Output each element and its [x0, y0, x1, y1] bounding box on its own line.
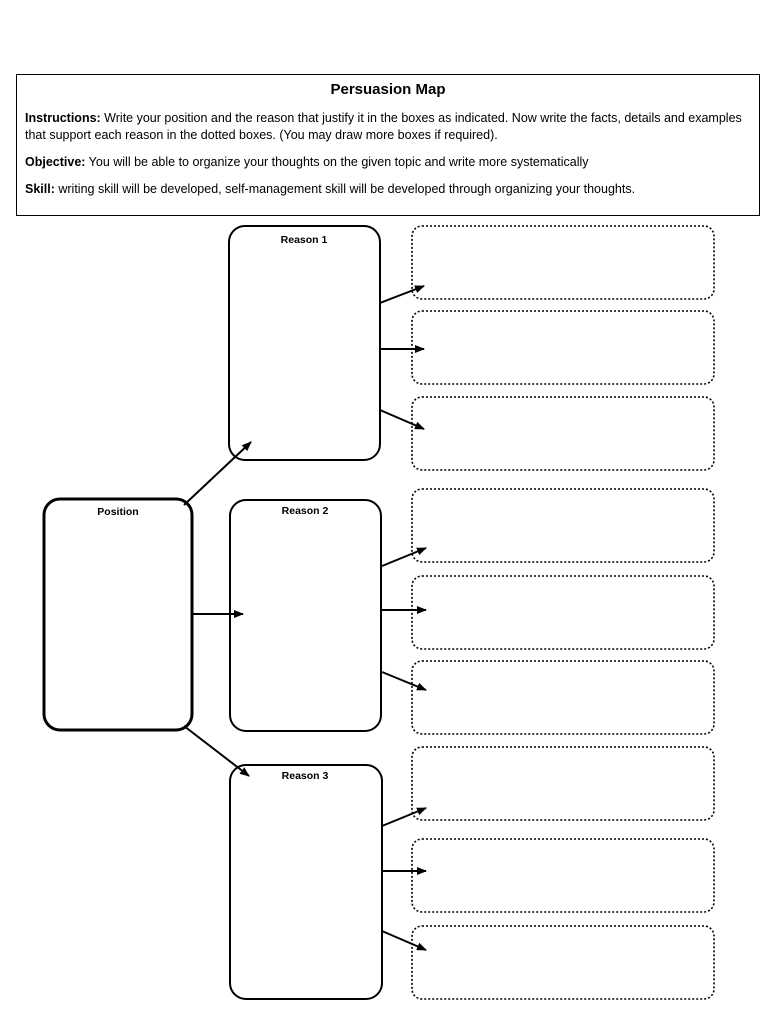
page-title: Persuasion Map: [330, 81, 446, 98]
reason-1-label: Reason 1: [280, 234, 328, 246]
instructions-text: Write your position and the reason that justify it in the boxes as indicated. Now write the facts, details and examples that support each reason in the dotted boxes. (You may draw more boxes if required).: [25, 111, 742, 142]
detail-box-r2-2[interactable]: [412, 576, 714, 649]
detail-box-r1-3[interactable]: [412, 397, 714, 470]
objective-label: Objective:: [25, 155, 86, 169]
detail-box-r3-3[interactable]: [412, 926, 714, 999]
detail-box-r3-1[interactable]: [412, 747, 714, 820]
detail-box-r3-2[interactable]: [412, 839, 714, 912]
detail-box-r2-1[interactable]: [412, 489, 714, 562]
reason-2-label: Reason 2: [281, 505, 329, 517]
instructions-label: Instructions:: [25, 111, 101, 125]
skill-text: writing skill will be developed, self-management skill will be developed through organizing your thoughts.: [54, 182, 636, 196]
reason-3-label: Reason 3: [281, 770, 329, 782]
reason-3-box[interactable]: [230, 765, 382, 999]
detail-box-r1-2[interactable]: [412, 311, 714, 384]
position-label: Position: [97, 506, 139, 518]
reason-2-box[interactable]: [230, 500, 381, 731]
reason-1-box[interactable]: [229, 226, 380, 460]
skill-label: Skill:: [25, 182, 55, 196]
arrow-position-to-reason-1: [184, 442, 251, 505]
position-box[interactable]: [44, 499, 192, 730]
objective-text: You will be able to organize your thoughts on the given topic and write more systematically: [85, 155, 589, 169]
detail-box-r2-3[interactable]: [412, 661, 714, 734]
arrow-position-to-reason-3: [184, 726, 249, 776]
detail-box-r1-1[interactable]: [412, 226, 714, 299]
